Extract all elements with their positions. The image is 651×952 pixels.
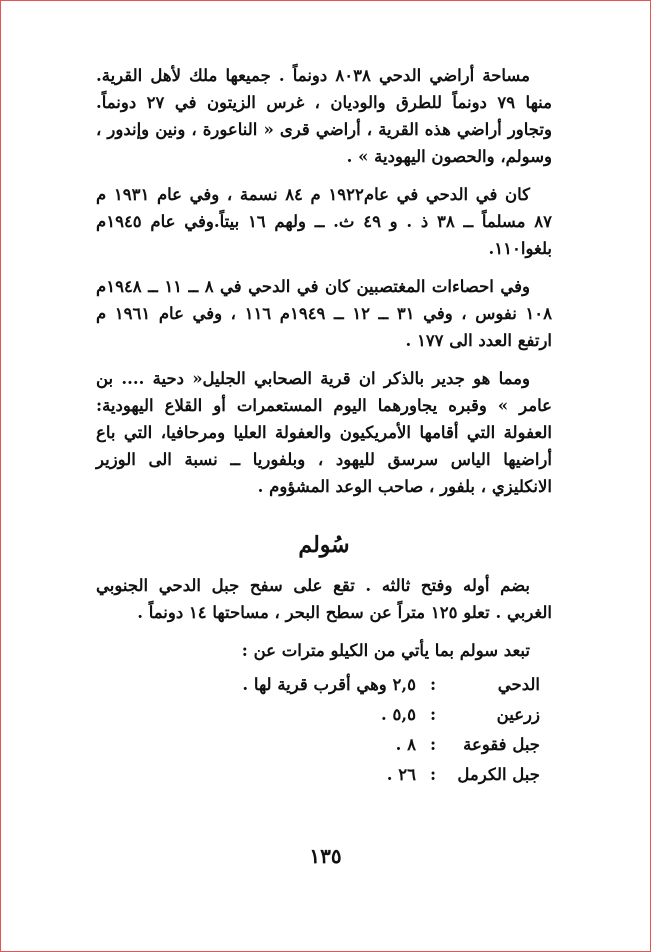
distance-colon: : [429, 765, 437, 784]
distance-value: ٢,٥ وهي أقرب قرية لها . [242, 675, 416, 694]
distance-value: ٥,٥ . [381, 705, 416, 724]
distance-row [96, 760, 552, 790]
distance-row [96, 670, 552, 700]
section-description: بضم أوله وفتح ثالثه . تقع على سفح جبل الدحي الجنوبي الغربي . تعلو ١٢٥ متراً عن سطح البحر ، مساحتها ١٤ دونماً . [96, 576, 552, 622]
distance-place: الدحي [497, 675, 540, 694]
paragraph-statistics: وفي احصاءات المغتصبين كان في الدحي في ٨ ــ ١١ ــ ١٩٤٨م ١٠٨ نفوس ، وفي ٣١ ــ ١٢ ــ ١٩٤٩م ١١٦ ، وفي عام ١٩٦١ م ارتفع العدد الى ١٧٧ . [96, 277, 552, 350]
distance-value: ٢٦ . [386, 765, 416, 784]
distance-colon: : [429, 675, 437, 694]
distance-place: جبل الكرمل [457, 765, 540, 784]
page-number: ١٣٥ [309, 844, 342, 868]
distance-row [96, 700, 552, 730]
distance-colon: : [429, 705, 437, 724]
distance-place: زرعين [496, 705, 540, 724]
paragraph-land-area: مساحة أراضي الدحي ٨٠٣٨ دونماً . جميعها ملك لأهل القرية. منها ٧٩ دونماً للطرق والوديان ، غرس الزيتون في ٢٧ دونماً. وتجاور أراضي هذه القرية ، أراضي قرى « الناعورة ، ونين وإندور ، وسولم، والحصون اليهودية » . [96, 66, 552, 166]
distance-place: جبل فقوعة [463, 735, 540, 754]
distance-row [96, 730, 552, 760]
distance-value: ٨ . [395, 735, 416, 754]
document-page [96, 62, 552, 790]
paragraph-settlements: ومما هو جدير بالذكر ان قرية الصحابي الجليل« دحية .... بن عامر » وقبره يجاورهما اليوم المستعمرات أو القلاع اليهودية: العفولة التي أقامها الأمريكيون والعفولة العليا ومرحافيا، التي باع أراضيها الياس سرسق لليهود ، وبلفوريا ــ نسبة الى الوزير الانكليزي ، بلفور ، صاحب الوعد المشؤوم . [96, 369, 552, 496]
distance-colon: : [429, 735, 437, 754]
section-title: سُولم [298, 532, 350, 558]
paragraph-population: كان في الدحي في عام١٩٢٢ م ٨٤ نسمة ، وفي عام ١٩٣١ م ٨٧ مسلماً ــ ٣٨ ذ . و ٤٩ ث. ــ ولهم ١٦ بيتاً.وفي عام ١٩٤٥م بلغوا١١٠. [96, 185, 552, 258]
distances-intro: تبعد سولم بما يأتي من الكيلو مترات عن : [241, 641, 530, 660]
